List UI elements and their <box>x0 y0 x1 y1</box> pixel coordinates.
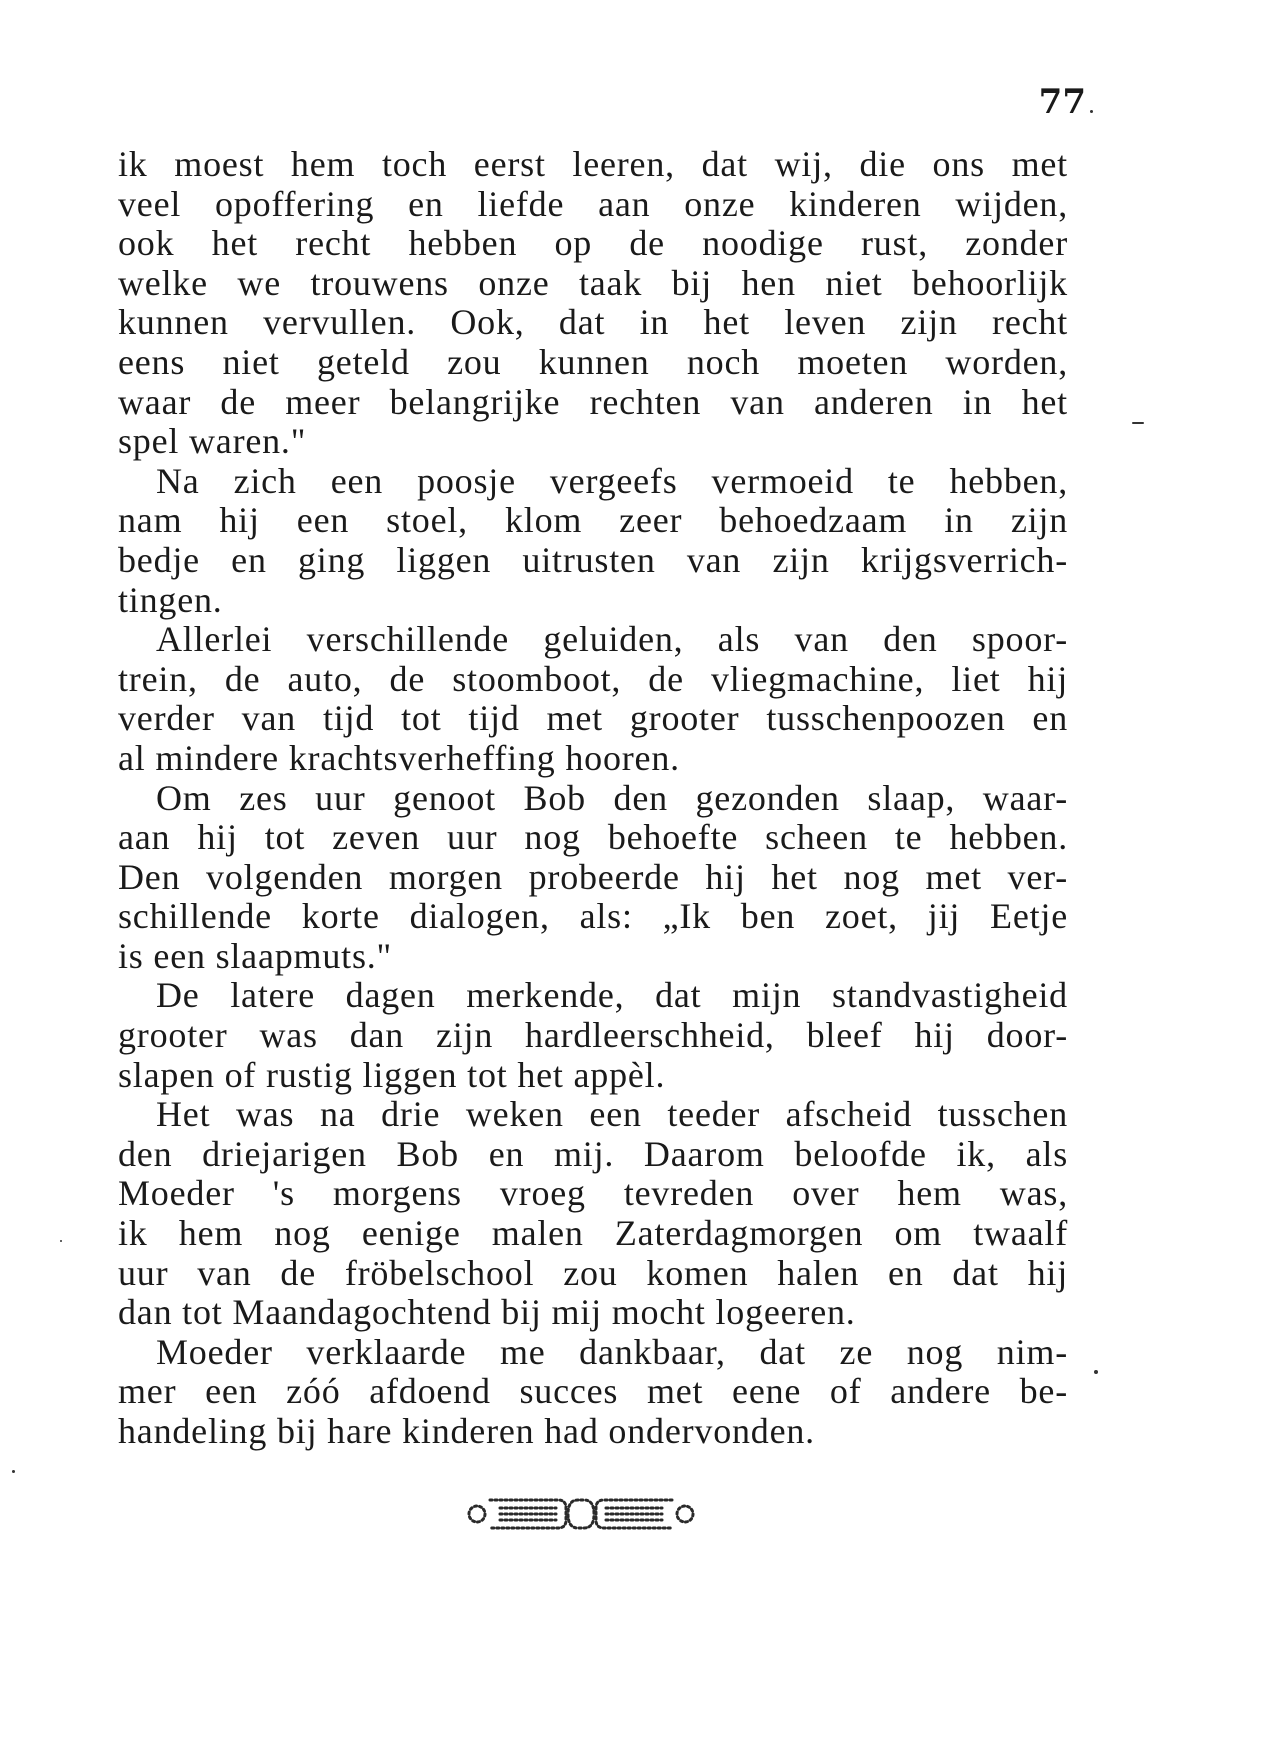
text-line: ik moest hem toch eerst leeren, dat wij, die ons met <box>118 144 1068 184</box>
text-line: Moeder 's morgens vroeg tevreden over hem was, <box>118 1173 1068 1214</box>
text-line: De latere dagen merkende, dat mijn standvastigheid <box>156 975 1068 1016</box>
scan-speck <box>1132 422 1144 424</box>
text-line: verder van tijd tot tijd met grooter tusschenpoozen en <box>118 698 1068 739</box>
text-line: uur van de fröbelschool zou komen halen en dat hij <box>118 1252 1068 1293</box>
text-line: kunnen vervullen. Ook, dat in het leven zijn recht <box>118 302 1068 343</box>
text-line: handeling bij hare kinderen had ondervonden. <box>118 1411 815 1451</box>
text-line: welke we trouwens onze taak bij hen niet behoorlijk <box>118 262 1068 303</box>
text-line: Het was na drie weken een teeder afscheid tusschen <box>156 1094 1068 1135</box>
text-line: al mindere krachtsverheffing hooren. <box>118 737 680 778</box>
text-line: schillende korte dialogen, als: „Ik ben zoet, jij Eetje <box>118 896 1068 937</box>
text-line: nam hij een stoel, klom zeer behoedzaam in zijn <box>118 500 1068 541</box>
text-line: Allerlei verschillende geluiden, als van den spoor- <box>156 619 1068 660</box>
end-ornament <box>466 1492 696 1536</box>
text-line: Na zich een poosje vergeefs vermoeid te hebben, <box>156 460 1068 501</box>
text-line: bedje en ging liggen uitrusten van zijn krijgsverrich- <box>118 539 1068 580</box>
text-line: veel opoffering en liefde aan onze kinderen wijden, <box>118 183 1068 224</box>
page-number: 77 <box>1038 82 1086 122</box>
body-text <box>118 145 1068 1452</box>
text-line: grooter was dan zijn hardleerschheid, bleef hij door- <box>118 1015 1068 1056</box>
text-line: mer een zóó afdoend succes met eene of andere be- <box>118 1371 1068 1412</box>
text-line: tingen. <box>118 579 223 620</box>
text-line: Om zes uur genoot Bob den gezonden slaap, waar- <box>156 777 1068 818</box>
text-line: den driejarigen Bob en mij. Daarom beloofde ik, als <box>118 1133 1068 1174</box>
text-line: slapen of rustig liggen tot het appèl. <box>118 1054 666 1095</box>
scan-speck <box>12 1470 15 1473</box>
text-line: trein, de auto, de stoomboot, de vliegmachine, liet hij <box>118 658 1068 699</box>
scan-speck <box>1090 110 1093 113</box>
text-line: eens niet geteld zou kunnen noch moeten worden, <box>118 341 1068 382</box>
text-line: ook het recht hebben op de noodige rust, zonder <box>118 223 1068 264</box>
text-line: ik hem nog eenige malen Zaterdagmorgen om twaalf <box>118 1213 1068 1254</box>
text-line: is een slaapmuts." <box>118 935 393 976</box>
scan-speck <box>1094 1370 1098 1374</box>
text-line: waar de meer belangrijke rechten van anderen in het <box>118 381 1068 422</box>
text-line: spel waren." <box>118 421 307 462</box>
text-line: Moeder verklaarde me dankbaar, dat ze nog nim- <box>156 1331 1068 1372</box>
scan-speck <box>60 1240 62 1242</box>
text-line: dan tot Maandagochtend bij mij mocht logeeren. <box>118 1292 856 1333</box>
text-line: aan hij tot zeven uur nog behoefte scheen te hebben. <box>118 817 1068 858</box>
text-line: Den volgenden morgen probeerde hij het nog met ver- <box>118 856 1068 897</box>
